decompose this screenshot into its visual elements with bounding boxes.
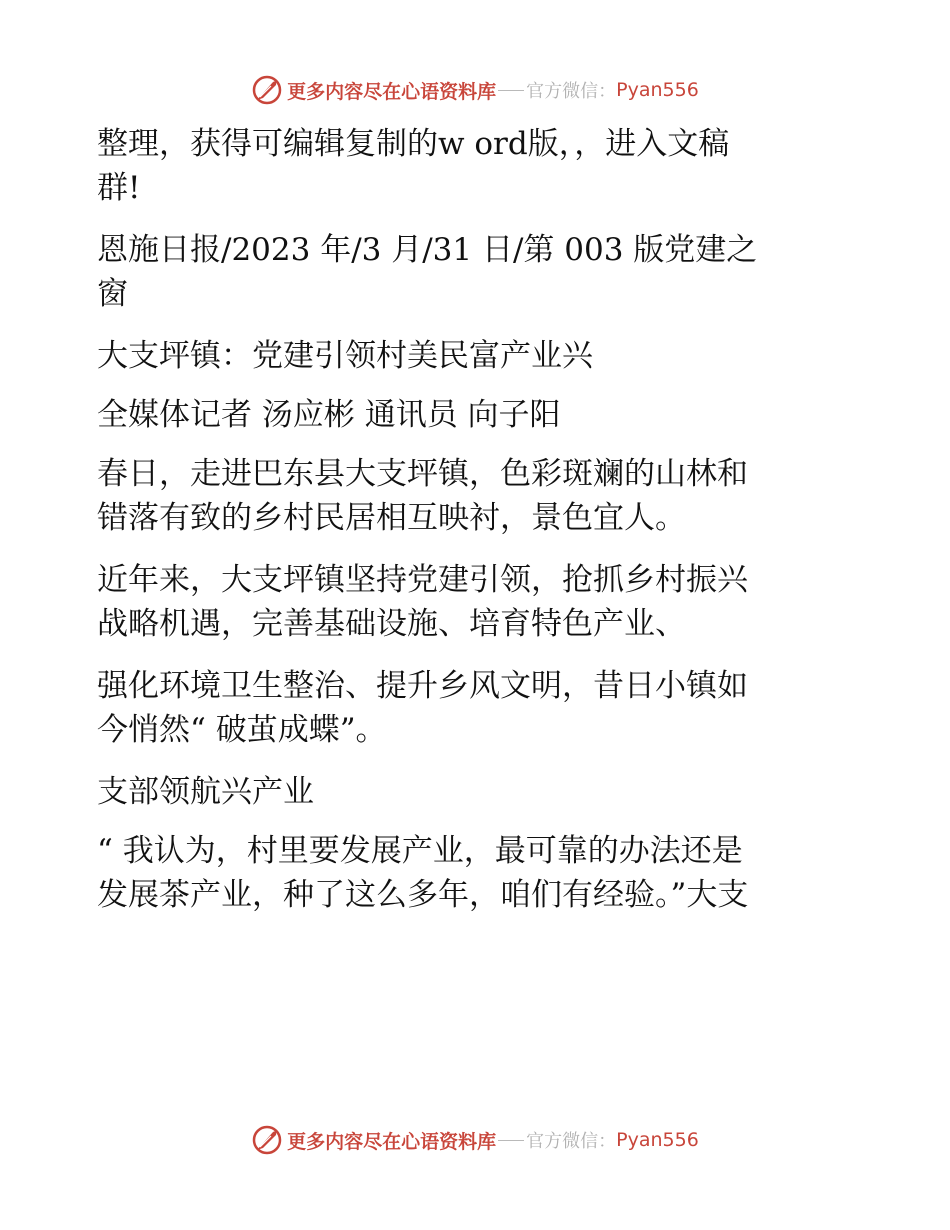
text-line: 支部领航兴产业	[97, 774, 314, 810]
watermark-sub-text: 官方微信：	[526, 81, 617, 102]
body-paragraph-2	[97, 558, 857, 646]
article-title	[97, 334, 857, 378]
text-line: 整理，获得可编辑复制的w ord版，，进入文稿	[97, 126, 730, 162]
text-line: 强化环境卫生整治、提升乡风文明，昔日小镇如	[97, 668, 748, 704]
section-heading	[97, 770, 857, 814]
text-line: 近年来，大支坪镇坚持党建引领，抢抓乡村振兴	[97, 562, 748, 598]
body-paragraph-4	[97, 829, 857, 917]
watermark-dash	[498, 1140, 524, 1141]
quill-logo-icon	[251, 1124, 283, 1156]
text-line: 错落有致的乡村民居相互映衬，景色宜人。	[97, 500, 686, 536]
intro-note	[97, 122, 857, 210]
watermark-main-text: 更多内容尽在心语资料库	[287, 1130, 497, 1153]
quill-logo-icon	[251, 74, 283, 106]
text-line: 战略机遇，完善基础设施、培育特色产业、	[97, 606, 686, 642]
watermark-main-text: 更多内容尽在心语资料库	[287, 80, 497, 103]
text-line: “ 我认为，村里要发展产业，最可靠的办法还是	[97, 833, 743, 869]
watermark-dash	[498, 90, 524, 91]
byline	[97, 393, 857, 437]
body-paragraph-1	[97, 452, 857, 540]
source-line	[97, 228, 857, 316]
text-line: 全媒体记者 汤应彬 通讯员 向子阳	[97, 397, 561, 433]
watermark-id-text: Pyan556	[616, 79, 699, 101]
text-line: 今悄然“ 破茧成蝶”。	[97, 712, 387, 748]
watermark-header	[0, 70, 950, 110]
watermark-sub-text: 官方微信：	[526, 1131, 617, 1152]
body-paragraph-3	[97, 664, 857, 752]
text-line: 群!	[97, 170, 141, 206]
text-line: 大支坪镇：党建引领村美民富产业兴	[97, 338, 593, 374]
text-line: 窗	[97, 276, 128, 312]
document-body	[97, 122, 857, 935]
text-line: 春日，走进巴东县大支坪镇，色彩斑斓的山林和	[97, 456, 748, 492]
watermark-footer	[0, 1120, 950, 1160]
watermark-id-text: Pyan556	[616, 1129, 699, 1151]
text-line: 发展茶产业，种了这么多年，咱们有经验。”大支	[97, 877, 749, 913]
text-line: 恩施日报/2023 年/3 月/31 日/第 003 版党建之	[97, 232, 758, 268]
